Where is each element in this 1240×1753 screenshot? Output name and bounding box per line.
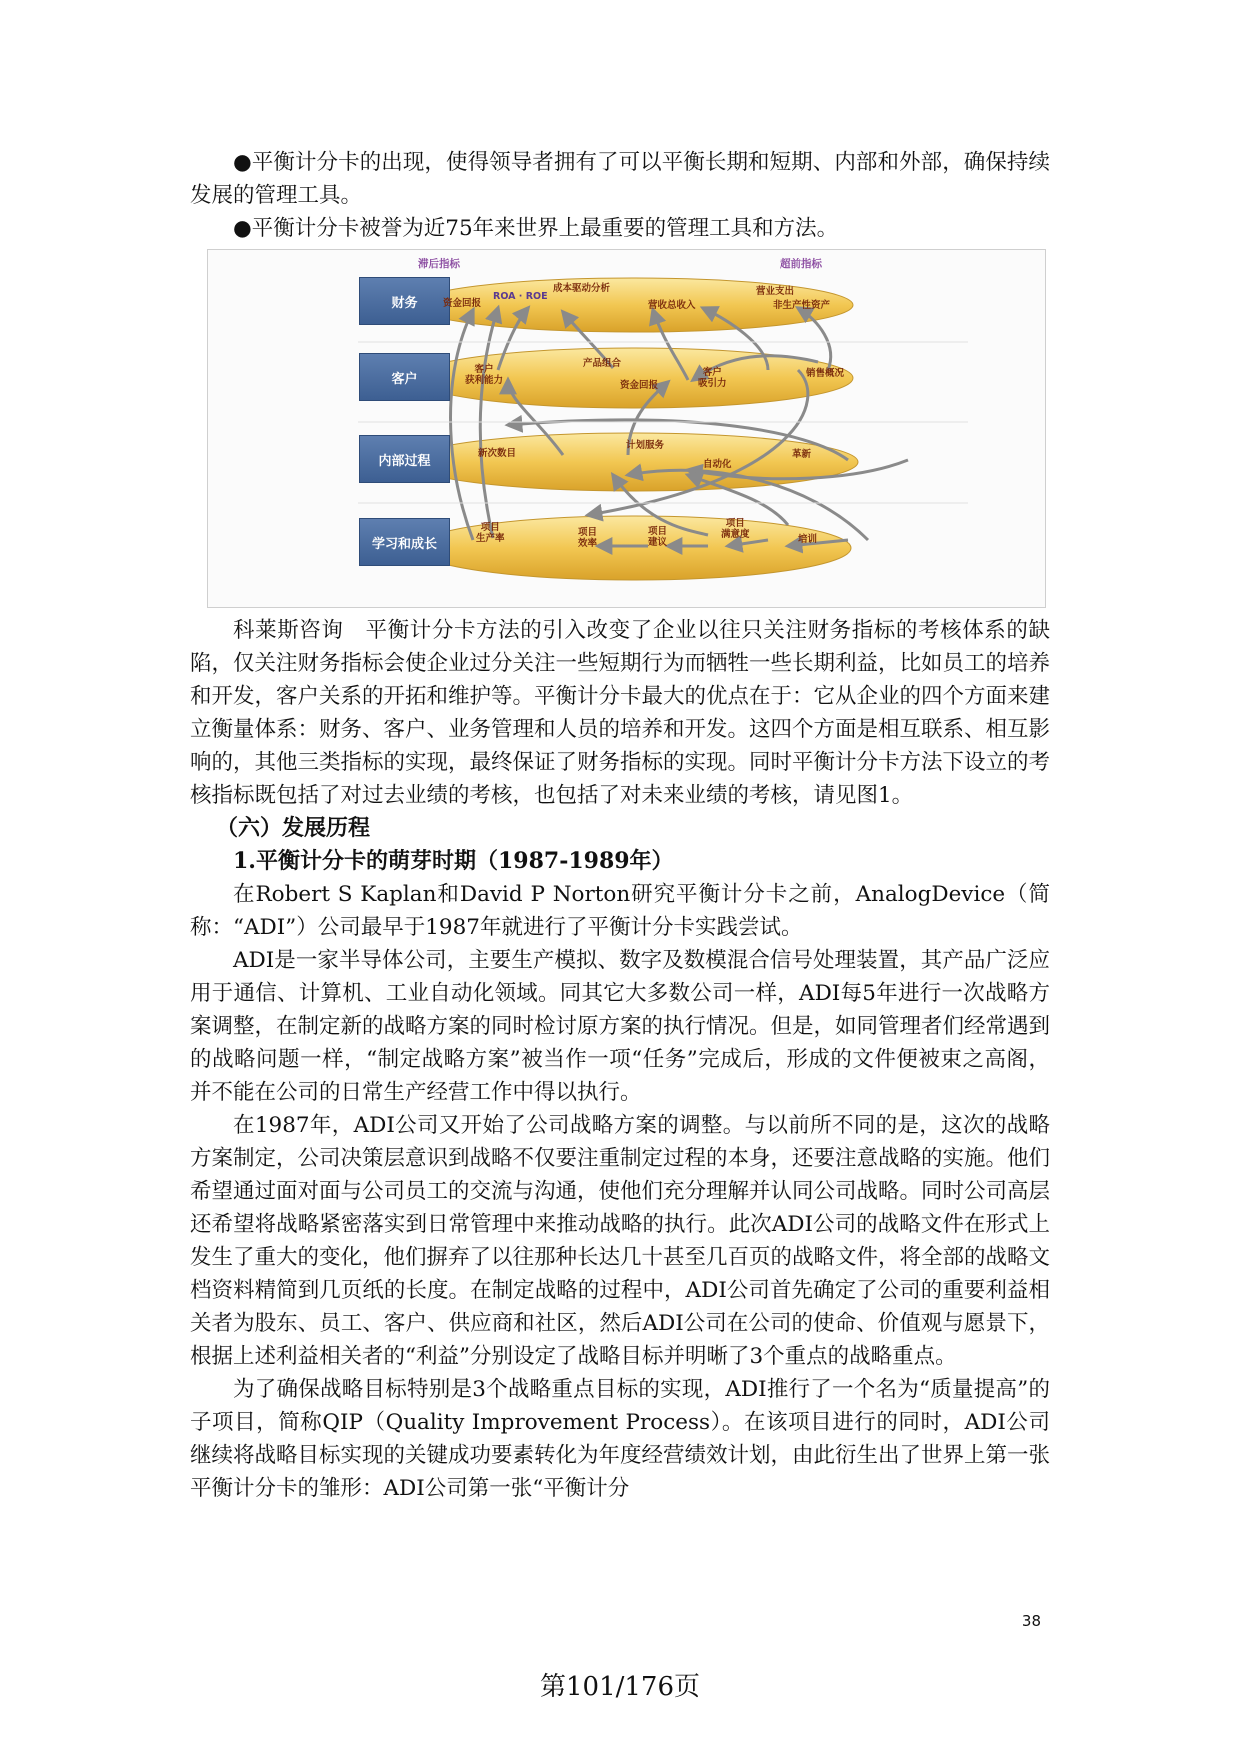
node-cus-capital-return: 资金回报 [620,380,659,391]
figure-diagram [208,250,1045,607]
document-body [190,146,1050,1505]
node-int-cycles: 新次数目 [478,448,517,459]
arrows [451,308,909,546]
balanced-scorecard-figure [207,249,1046,608]
node-lg-suggestion: 项目 建议 [648,526,668,548]
node-int-automation: 自动化 [703,459,732,470]
node-cus-product-mix: 产品组合 [583,358,622,369]
page-footer: 第101/176页 [539,1672,700,1702]
page-number: 38 [1021,1612,1041,1630]
figure-description-paragraph: 科莱斯咨询 平衡计分卡方法的引入改变了企业以往只关注财务指标的考核体系的缺陷，仅关注财务指标会使企业过分关注一些短期行为而牺牲一些长期利益，比如员工的培养和开发，客户关系的开拓和维护等。平衡计分卡最大的优点在于：它从企业的四个方面来建立衡量体系：财务、客户、业务管理和人员的培养和开发。这四个方面是相互联系、相互影响的，其他三类指标的实现，最终保证了财务指标的实现。同时平衡计分卡方法下设立的考核指标既包括了对过去业绩的考核，也包括了对未来业绩的考核，请见图1。 [190,618,1051,808]
body-paragraph: 在Robert S Kaplan和David P Norton研究平衡计分卡之前，AnalogDevice（简称：“ADI”）公司最早于1987年就进行了平衡计分卡实践尝试。 [190,882,1050,940]
node-cus-attraction: 客户 吸引力 [698,367,727,389]
leading-indicator-label: 超前指标 [780,258,822,270]
node-lg-training: 培训 [798,534,818,545]
body-paragraph: ADI是一家半导体公司，主要生产模拟、数字及数模混合信号处理装置，其产品广泛应用于通信、计算机、工业自动化领域。同其它大多数公司一样，ADI每5年进行一次战略方案调整，在制定新的战略方案的同时检讨原方案的执行情况。但是，如同管理者们经常遇到的战略问题一样，“制定战略方案”被当作一项“任务”完成后，形成的文件便被束之高阁，并不能在公司的日常生产经营工作中得以执行。 [190,948,1051,1105]
node-fin-expense: 营业支出 [756,286,795,297]
perspective-learning-growth: 学习和成长 [359,518,450,566]
node-int-planned-service: 计划服务 [626,440,665,451]
node-lg-efficiency: 项目 效率 [578,527,598,549]
node-fin-cost-driver: 成本驱动分析 [553,283,611,294]
subsection-heading: 1.平衡计分卡的萌芽时期（1987-1989年） [233,848,674,874]
body-paragraph: 为了确保战略目标特别是3个战略重点目标的实现，ADI推行了一个名为“质量提高”的子项目，简称QIP（Quality Improvement Process）。在该项目进行的同时，ADI公司继续将战略目标实现的关键成功要素转化为年度经营绩效计划，由此衍生出了世界上第一张平衡计分卡的雏形：ADI公司第一张“平衡计分 [190,1377,1051,1501]
node-lg-satisfaction: 项目 满意度 [721,518,750,540]
node-int-innovation: 革新 [792,449,812,460]
node-fin-capital-return: 资金回报 [443,298,482,309]
node-fin-nonproductive-assets: 非生产性资产 [773,300,831,311]
section-heading: （六）发展历程 [216,815,371,841]
node-fin-roa-roe: ROA · ROE [493,291,548,302]
node-lg-productivity: 项目 生产率 [476,522,505,544]
bullet-paragraph: ●平衡计分卡的出现，使得领导者拥有了可以平衡长期和短期、内部和外部，确保持续发展的管理工具。 [190,150,1050,208]
lagging-indicator-label: 滞后指标 [418,258,460,270]
bullet-paragraph: ●平衡计分卡被誉为近75年来世界上最重要的管理工具和方法。 [233,216,839,241]
perspective-finance: 财务 [359,277,450,325]
perspective-customer: 客户 [359,353,450,401]
perspective-internal-process: 内部过程 [359,435,450,483]
node-fin-revenue: 营收总收入 [648,300,696,311]
node-cus-profitability: 客户 获利能力 [465,364,504,386]
body-paragraph: 在1987年，ADI公司又开始了公司战略方案的调整。与以前所不同的是，这次的战略方案制定，公司决策层意识到战略不仅要注重制定过程的本身，还要注意战略的实施。他们希望通过面对面与公司员工的交流与沟通，使他们充分理解并认同公司战略。同时公司高层还希望将战略紧密落实到日常管理中来推动战略的执行。此次ADI公司的战略文件在形式上发生了重大的变化，他们摒弃了以往那种长达几十甚至几百页的战略文件，将全部的战略文档资料精简到几页纸的长度。在制定战略的过程中，ADI公司首先确定了公司的重要利益相关者为股东、员工、客户、供应商和社区，然后ADI公司在公司的使命、价值观与愿景下，根据上述利益相关者的“利益”分别设定了战略目标并明晰了3个重点的战略重点。 [190,1113,1051,1369]
node-cus-sales-overview: 销售概况 [806,368,845,379]
